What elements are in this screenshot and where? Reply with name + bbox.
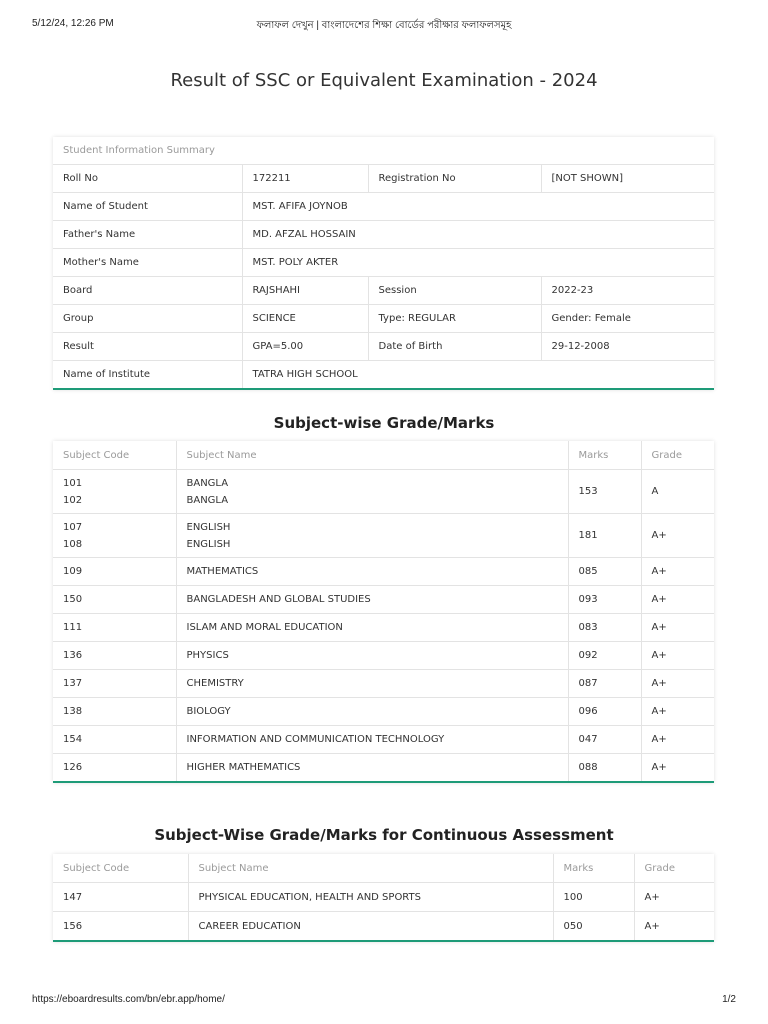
mother-name-value: MST. POLY AKTER bbox=[242, 249, 714, 277]
table-row bbox=[53, 642, 714, 670]
gender-value: Gender: Female bbox=[541, 305, 714, 333]
table-row bbox=[53, 586, 714, 614]
subject-code: 150 bbox=[53, 586, 176, 614]
subject-code: 154 bbox=[53, 726, 176, 754]
subject-name-line: ENGLISH bbox=[186, 521, 231, 533]
subject-code: 138 bbox=[53, 698, 176, 726]
print-page-title: ফলাফল দেখুন | বাংলাদেশের শিক্ষা বোর্ডের পরীক্ষার ফলাফলসমূহ bbox=[256, 20, 512, 31]
subject-code-line: 108 bbox=[63, 538, 83, 550]
subject-code: 147 bbox=[53, 883, 188, 912]
subject-grade: A+ bbox=[641, 558, 714, 586]
subject-name: INFORMATION AND COMMUNICATION TECHNOLOGY bbox=[176, 726, 568, 754]
column-header: Subject Code bbox=[53, 441, 176, 470]
subject-grade: A+ bbox=[641, 726, 714, 754]
table-row bbox=[53, 726, 714, 754]
subject-grade: A+ bbox=[634, 912, 714, 941]
grades-card bbox=[53, 441, 714, 783]
print-url: https://eboardresults.com/bn/ebr.app/home/ bbox=[32, 994, 225, 1005]
subject-name: CAREER EDUCATION bbox=[188, 912, 553, 941]
subject-marks: 087 bbox=[568, 670, 641, 698]
subject-grade: A+ bbox=[641, 514, 714, 558]
subject-grade: A bbox=[641, 470, 714, 514]
table-row bbox=[53, 165, 714, 193]
subject-grade: A+ bbox=[641, 698, 714, 726]
column-header: Grade bbox=[641, 441, 714, 470]
table-row bbox=[53, 912, 714, 941]
subject-code: 126 bbox=[53, 754, 176, 782]
table-row bbox=[53, 305, 714, 333]
table-row bbox=[53, 249, 714, 277]
subject-name: ISLAM AND MORAL EDUCATION bbox=[176, 614, 568, 642]
subject-code-line: 102 bbox=[63, 494, 83, 506]
subject-code: 136 bbox=[53, 642, 176, 670]
continuous-assessment-table bbox=[53, 854, 714, 940]
board-value: RAJSHAHI bbox=[242, 277, 368, 305]
subject-code: 137 bbox=[53, 670, 176, 698]
table-row bbox=[53, 361, 714, 389]
column-header: Marks bbox=[553, 854, 634, 883]
subject-marks: 093 bbox=[568, 586, 641, 614]
table-header-row bbox=[53, 441, 714, 470]
subject-marks: 096 bbox=[568, 698, 641, 726]
subject-grade: A+ bbox=[641, 614, 714, 642]
print-footer bbox=[32, 994, 736, 1008]
subject-code: 109 bbox=[53, 558, 176, 586]
board-label: Board bbox=[53, 277, 242, 305]
column-header: Grade bbox=[634, 854, 714, 883]
subject-code bbox=[53, 470, 176, 514]
group-label: Group bbox=[53, 305, 242, 333]
continuous-assessment-heading: Subject-Wise Grade/Marks for Continuous Assessment bbox=[154, 826, 614, 844]
institute-value: TATRA HIGH SCHOOL bbox=[242, 361, 714, 389]
continuous-assessment-card bbox=[53, 854, 714, 942]
registration-value: [NOT SHOWN] bbox=[541, 165, 714, 193]
table-row bbox=[53, 221, 714, 249]
subject-name-line: BANGLA bbox=[186, 477, 229, 489]
subject-marks: 085 bbox=[568, 558, 641, 586]
subject-name: HIGHER MATHEMATICS bbox=[176, 754, 568, 782]
table-row bbox=[53, 698, 714, 726]
dob-label: Date of Birth bbox=[368, 333, 541, 361]
subject-name: MATHEMATICS bbox=[176, 558, 568, 586]
subject-name-line: BANGLA bbox=[186, 494, 229, 506]
subject-name bbox=[176, 470, 568, 514]
subject-marks: 047 bbox=[568, 726, 641, 754]
subject-code: 111 bbox=[53, 614, 176, 642]
student-name-value: MST. AFIFA JOYNOB bbox=[242, 193, 714, 221]
mother-name-label: Mother's Name bbox=[53, 249, 242, 277]
result-value: GPA=5.00 bbox=[242, 333, 368, 361]
table-row bbox=[53, 754, 714, 782]
subject-marks: 050 bbox=[553, 912, 634, 941]
table-row bbox=[53, 614, 714, 642]
registration-label: Registration No bbox=[368, 165, 541, 193]
dob-value: 29-12-2008 bbox=[541, 333, 714, 361]
subject-marks: 092 bbox=[568, 642, 641, 670]
table-row bbox=[53, 470, 714, 514]
print-header bbox=[32, 18, 736, 32]
subject-name bbox=[176, 514, 568, 558]
roll-label: Roll No bbox=[53, 165, 242, 193]
subject-grade: A+ bbox=[641, 670, 714, 698]
subject-marks: 083 bbox=[568, 614, 641, 642]
subject-grade: A+ bbox=[641, 754, 714, 782]
column-header: Subject Code bbox=[53, 854, 188, 883]
subject-name-line: ENGLISH bbox=[186, 538, 231, 550]
type-value: Type: REGULAR bbox=[368, 305, 541, 333]
result-label: Result bbox=[53, 333, 242, 361]
subject-name: PHYSICS bbox=[176, 642, 568, 670]
subject-code-line: 101 bbox=[63, 477, 83, 489]
student-name-label: Name of Student bbox=[53, 193, 242, 221]
table-row bbox=[53, 883, 714, 912]
subject-code: 156 bbox=[53, 912, 188, 941]
student-info-card bbox=[53, 137, 714, 390]
subject-code-line: 107 bbox=[63, 521, 83, 533]
grades-table bbox=[53, 441, 714, 781]
roll-value: 172211 bbox=[242, 165, 368, 193]
table-row bbox=[53, 558, 714, 586]
subject-grade: A+ bbox=[634, 883, 714, 912]
subject-name: CHEMISTRY bbox=[176, 670, 568, 698]
subject-marks: 181 bbox=[568, 514, 641, 558]
father-name-label: Father's Name bbox=[53, 221, 242, 249]
subject-name: BIOLOGY bbox=[176, 698, 568, 726]
subject-grade: A+ bbox=[641, 642, 714, 670]
table-header-row bbox=[53, 854, 714, 883]
summary-caption: Student Information Summary bbox=[53, 137, 714, 165]
subject-marks: 088 bbox=[568, 754, 641, 782]
session-label: Session bbox=[368, 277, 541, 305]
subject-marks: 100 bbox=[553, 883, 634, 912]
column-header: Marks bbox=[568, 441, 641, 470]
father-name-value: MD. AFZAL HOSSAIN bbox=[242, 221, 714, 249]
subject-name: BANGLADESH AND GLOBAL STUDIES bbox=[176, 586, 568, 614]
table-row bbox=[53, 333, 714, 361]
subject-grade: A+ bbox=[641, 586, 714, 614]
table-row bbox=[53, 670, 714, 698]
session-value: 2022-23 bbox=[541, 277, 714, 305]
table-row bbox=[53, 193, 714, 221]
table-row bbox=[53, 514, 714, 558]
print-date: 5/12/24, 12:26 PM bbox=[32, 18, 114, 29]
subject-code bbox=[53, 514, 176, 558]
table-row bbox=[53, 277, 714, 305]
student-info-table bbox=[53, 137, 714, 388]
column-header: Subject Name bbox=[188, 854, 553, 883]
page-title: Result of SSC or Equivalent Examination - 2024 bbox=[170, 70, 598, 91]
grades-heading: Subject-wise Grade/Marks bbox=[273, 414, 495, 432]
group-value: SCIENCE bbox=[242, 305, 368, 333]
page-number: 1/2 bbox=[722, 994, 736, 1005]
institute-label: Name of Institute bbox=[53, 361, 242, 389]
column-header: Subject Name bbox=[176, 441, 568, 470]
subject-marks: 153 bbox=[568, 470, 641, 514]
subject-name: PHYSICAL EDUCATION, HEALTH AND SPORTS bbox=[188, 883, 553, 912]
